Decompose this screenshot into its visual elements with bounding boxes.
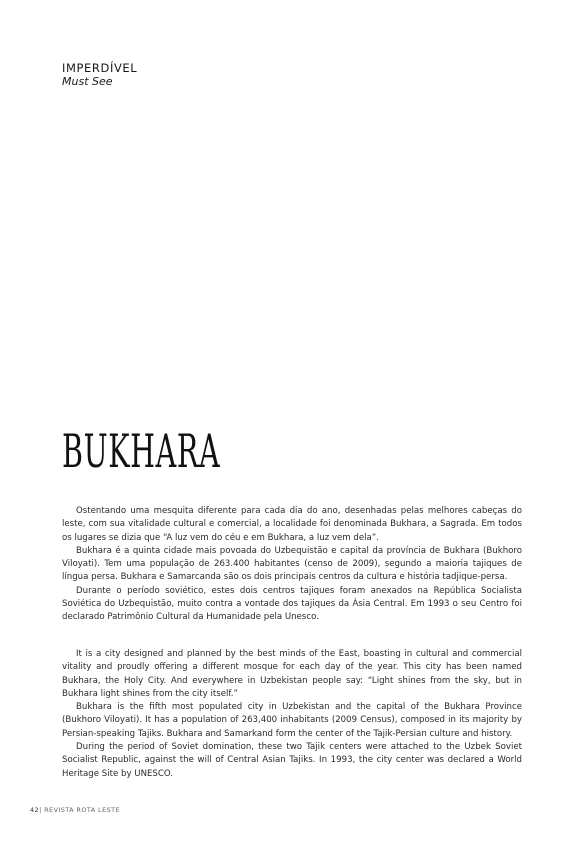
paragraph-pt-3: Durante o período soviético, estes dois centros tajiques foram anexados na República Socialista Soviética do Uzbequistão, muito contra a vontade dos tajiques da Ásia Central. Em 1993 o seu Centro foi declarado Patrimônio Cultural da Humanidade pela Unesco. [62,585,522,623]
section-subtitle: Must See [62,75,113,88]
paragraph-en-3: During the period of Soviet domination, these two Tajik centers were attached to the Uzbek Soviet Socialist Republic, against the will of Central Asian Tajiks. In 1993, the city center was declared a World Heritage Site by UNESCO. [62,742,522,779]
page-number: 42 [30,806,40,814]
section-label [62,62,137,88]
page-footer [30,806,120,814]
paragraph-en-2: Bukhara is the fifth most populated city in Uzbekistan and the capital of the Bukhara Province (Bukhoro Viloyati). It has a population of 263,400 inhabitants (2009 Census), composed in its majority by Persian-speaking Tajiks. Bukhara and Samarkand form the center of the Tajik-Persian culture and history. [62,702,522,739]
magazine-name: REVISTA ROTA LESTE [44,806,120,814]
body-portuguese [62,505,522,625]
paragraph-pt-2: Bukhara é a quinta cidade mais povoada do Uzbequistão e capital da província de Bukhara (Bukhoro Viloyati). Tem uma população de 263.400 habitantes (censo de 2009), segundo a maioria tajiques de língua persa. Bukhara e Samarcanda são os dois principais centros da cultura e história tadjique-persa. [62,545,522,583]
section-title: IMPERDÍVEL [62,61,138,75]
paragraph-pt-1: Ostentando uma mesquita diferente para cada dia do ano, desenhadas pelas melhores cabeças do leste, com sua vitalidade cultural e comercial, a localidade foi denominada Bukhara, a Sagrada. Em todos os lugares se dizia que “A luz vem do céu e em Bukhara, a luz vem dela”. [62,506,522,543]
paragraph-en-1: It is a city designed and planned by the best minds of the East, boasting in cultural and commercial vitality and proudly offering a different mosque for each day of the year. This city has been named Bukhara, the Holy City. And everywhere in Uzbekistan people say: “Light shines from the sky, but in Bukhara light shines from the city itself.” [62,649,522,699]
article-headline: BUKHARA [62,424,221,478]
body-english [62,648,522,781]
footer-separator: | [39,806,42,814]
